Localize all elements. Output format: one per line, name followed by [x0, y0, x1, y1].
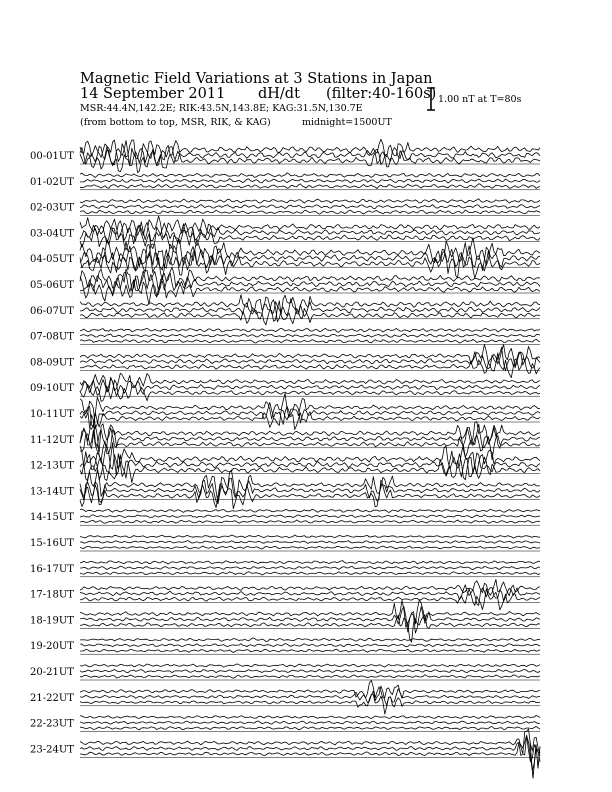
hour-row-label: 15-16UT [30, 538, 74, 549]
hour-row-label: 09-10UT [30, 383, 74, 395]
hour-row-label: 11-12UT [30, 434, 74, 446]
trace-MSR-10-11UT [80, 410, 540, 430]
trace-KAG-14-15UT [80, 509, 540, 512]
hour-row-label: 21-22UT [30, 692, 74, 704]
hour-row-label: 16-17UT [30, 563, 74, 575]
hour-row-label: 05-06UT [30, 280, 74, 291]
trace-KAG-23-24UT [80, 729, 540, 754]
trace-RIK-04-05UT [80, 244, 540, 272]
chart-title: Magnetic Field Variations at 3 Stations in Japan [80, 71, 433, 87]
trace-KAG-16-17UT [80, 561, 540, 564]
hour-row-label: 07-08UT [30, 331, 74, 343]
station-order-note: (from bottom to top, MSR, RIK, & KAG) [80, 117, 271, 128]
trace-RIK-03-04UT [80, 221, 540, 244]
hour-row-label: 01-02UT [30, 176, 74, 188]
trace-MSR-17-18UT [80, 589, 540, 610]
hour-row-label: 06-07UT [30, 305, 74, 317]
trace-MSR-01-02UT [80, 184, 540, 189]
hour-row-label: 00-01UT [30, 151, 74, 162]
trace-KAG-15-16UT [80, 535, 540, 538]
hour-row-label: 13-14UT [30, 486, 74, 498]
trace-KAG-01-02UT [80, 173, 540, 178]
trace-RIK-20-21UT [80, 669, 540, 673]
hour-row-label: 20-21UT [30, 667, 74, 678]
trace-KAG-20-21UT [80, 664, 540, 667]
hour-row-label: 22-23UT [30, 718, 74, 730]
trace-MSR-13-14UT [80, 484, 540, 509]
hour-row-label: 23-24UT [30, 744, 74, 756]
trace-MSR-00-01UT [80, 147, 540, 173]
scale-bar-label: 1.00 nT at T=80s [438, 94, 522, 105]
hour-row-label: 10-11UT [30, 409, 74, 420]
trace-MSR-22-23UT [80, 726, 540, 729]
hour-row-label: 04-05UT [30, 254, 74, 266]
hour-row-label: 08-09UT [30, 357, 74, 369]
trace-RIK-14-15UT [80, 515, 540, 518]
midnight-note: midnight=1500UT [302, 117, 392, 128]
trace-MSR-20-21UT [80, 675, 540, 679]
trace-MSR-09-10UT [80, 380, 540, 401]
trace-RIK-01-02UT [80, 179, 540, 183]
trace-MSR-23-24UT [80, 736, 540, 771]
hour-row-label: 18-19UT [30, 615, 74, 627]
trace-RIK-13-14UT [80, 478, 540, 504]
filter-label: (filter:40-160s) [326, 86, 437, 102]
trace-RIK-16-17UT [80, 566, 540, 569]
trace-RIK-15-16UT [80, 541, 540, 544]
trace-KAG-13-14UT [80, 470, 540, 503]
stations-line: MSR:44.4N,142.2E; RIK:43.5N,143.8E; KAG:31.5N,130.7E [80, 103, 363, 114]
trace-RIK-07-08UT [80, 334, 540, 337]
trace-KAG-09-10UT [80, 373, 540, 392]
trace-RIK-02-03UT [80, 204, 540, 208]
trace-RIK-21-22UT [80, 686, 540, 705]
trace-MSR-19-20UT [80, 649, 540, 652]
trace-KAG-19-20UT [80, 638, 540, 641]
component-label: dH/dt [258, 86, 300, 102]
hour-row-label: 02-03UT [30, 202, 74, 214]
trace-KAG-11-12UT [80, 415, 540, 447]
scale-bar-icon [427, 88, 435, 110]
trace-MSR-15-16UT [80, 546, 540, 549]
trace-MSR-16-17UT [80, 572, 540, 575]
trace-MSR-02-03UT [80, 210, 540, 214]
trace-RIK-18-19UT [80, 607, 540, 634]
hour-row-label: 17-18UT [30, 589, 74, 601]
trace-KAG-22-23UT [80, 716, 540, 719]
hour-row-label: 03-04UT [30, 228, 74, 240]
trace-KAG-08-09UT [80, 344, 540, 367]
trace-MSR-07-08UT [80, 339, 540, 343]
trace-MSR-14-15UT [80, 520, 540, 523]
hour-row-label: 14-15UT [30, 512, 74, 524]
hour-row-label: 12-13UT [30, 460, 74, 472]
trace-RIK-22-23UT [80, 721, 540, 724]
trace-RIK-19-20UT [80, 644, 540, 647]
hour-row-label: 19-20UT [30, 641, 74, 653]
trace-RIK-23-24UT [80, 735, 540, 761]
chart-date: 14 September 2011 [80, 86, 226, 102]
trace-MSR-21-22UT [80, 695, 540, 714]
trace-KAG-07-08UT [80, 328, 540, 332]
trace-KAG-02-03UT [80, 199, 540, 203]
trace-RIK-12-13UT [80, 443, 540, 480]
